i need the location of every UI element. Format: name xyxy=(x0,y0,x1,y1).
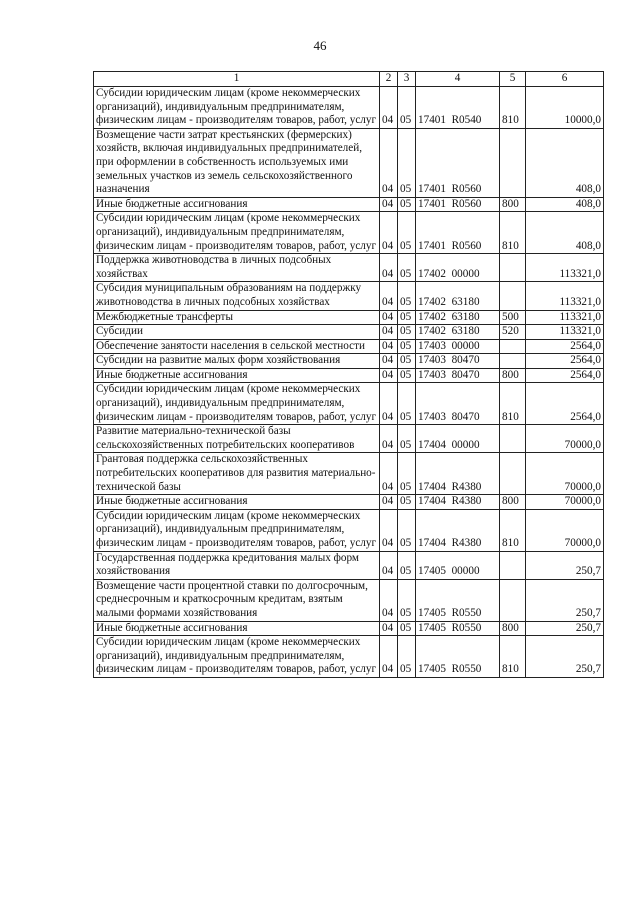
row-section: 05 xyxy=(398,310,416,325)
row-sum: 2564,0 xyxy=(526,383,604,425)
table-row xyxy=(94,621,604,636)
row-section: 05 xyxy=(398,354,416,369)
row-name: Возмещение части процентной ставки по долгосрочным, среднесрочным и краткосрочным кредитам, взятым малыми формами хозяйствования xyxy=(94,579,380,621)
row-chapter: 04 xyxy=(380,339,398,354)
table-row xyxy=(94,453,604,495)
row-chapter: 04 xyxy=(380,453,398,495)
table-row xyxy=(94,354,604,369)
row-name: Государственная поддержка кредитования малых форм хозяйствования xyxy=(94,551,380,579)
row-name: Субсидии xyxy=(94,325,380,340)
row-target-code: 17405 00000 xyxy=(416,551,500,579)
row-section: 05 xyxy=(398,212,416,254)
row-chapter: 04 xyxy=(380,310,398,325)
row-section: 05 xyxy=(398,579,416,621)
row-section: 05 xyxy=(398,128,416,197)
row-name: Иные бюджетные ассигнования xyxy=(94,197,380,212)
row-expense-type: 520 xyxy=(500,325,526,340)
table-row xyxy=(94,368,604,383)
row-target-code: 17405 R0550 xyxy=(416,621,500,636)
table-row xyxy=(94,212,604,254)
row-chapter: 04 xyxy=(380,254,398,282)
row-name: Иные бюджетные ассигнования xyxy=(94,621,380,636)
header-section: 3 xyxy=(398,72,416,87)
row-sum: 113321,0 xyxy=(526,325,604,340)
row-section: 05 xyxy=(398,383,416,425)
budget-table xyxy=(93,71,604,678)
table-row xyxy=(94,128,604,197)
row-section: 05 xyxy=(398,325,416,340)
row-expense-type xyxy=(500,128,526,197)
header-sum: 6 xyxy=(526,72,604,87)
row-name: Субсидии юридическим лицам (кроме некоммерческих организаций), индивидуальным предпринимателям, физическим лицам - производителям товаров, работ, услуг xyxy=(94,509,380,551)
row-section: 05 xyxy=(398,87,416,129)
row-chapter: 04 xyxy=(380,509,398,551)
row-section: 05 xyxy=(398,425,416,453)
header-row xyxy=(94,72,604,87)
row-sum: 2564,0 xyxy=(526,368,604,383)
row-section: 05 xyxy=(398,339,416,354)
row-chapter: 04 xyxy=(380,368,398,383)
row-target-code: 17403 80470 xyxy=(416,354,500,369)
row-expense-type xyxy=(500,551,526,579)
row-target-code: 17405 R0550 xyxy=(416,579,500,621)
table-row xyxy=(94,509,604,551)
page-number: 46 xyxy=(313,38,327,53)
table-row xyxy=(94,87,604,129)
row-chapter: 04 xyxy=(380,425,398,453)
row-target-code: 17401 R0560 xyxy=(416,197,500,212)
table-row xyxy=(94,254,604,282)
row-target-code: 17402 63180 xyxy=(416,325,500,340)
row-chapter: 04 xyxy=(380,621,398,636)
header-name: 1 xyxy=(94,72,380,87)
row-expense-type: 800 xyxy=(500,197,526,212)
table-row xyxy=(94,495,604,510)
row-sum: 113321,0 xyxy=(526,282,604,310)
table-row xyxy=(94,579,604,621)
row-expense-type xyxy=(500,453,526,495)
row-expense-type: 800 xyxy=(500,621,526,636)
row-expense-type: 800 xyxy=(500,495,526,510)
row-sum: 2564,0 xyxy=(526,339,604,354)
row-target-code: 17402 63180 xyxy=(416,282,500,310)
row-target-code: 17401 R0540 xyxy=(416,87,500,129)
table-row xyxy=(94,282,604,310)
row-target-code: 17401 R0560 xyxy=(416,128,500,197)
row-sum: 408,0 xyxy=(526,212,604,254)
row-chapter: 04 xyxy=(380,128,398,197)
row-name: Субсидии юридическим лицам (кроме некоммерческих организаций), индивидуальным предпринимателям, физическим лицам - производителям товаров, работ, услуг xyxy=(94,636,380,678)
row-sum: 408,0 xyxy=(526,128,604,197)
row-chapter: 04 xyxy=(380,579,398,621)
row-chapter: 04 xyxy=(380,282,398,310)
table-row xyxy=(94,551,604,579)
row-sum: 70000,0 xyxy=(526,495,604,510)
row-name: Развитие материально-технической базы сельскохозяйственных потребительских кооперативов xyxy=(94,425,380,453)
row-chapter: 04 xyxy=(380,551,398,579)
row-name: Поддержка животноводства в личных подсобных хозяйствах xyxy=(94,254,380,282)
row-sum: 2564,0 xyxy=(526,354,604,369)
row-chapter: 04 xyxy=(380,354,398,369)
row-expense-type: 810 xyxy=(500,212,526,254)
row-expense-type xyxy=(500,254,526,282)
row-target-code: 17404 R4380 xyxy=(416,495,500,510)
row-section: 05 xyxy=(398,636,416,678)
row-chapter: 04 xyxy=(380,495,398,510)
row-section: 05 xyxy=(398,282,416,310)
row-section: 05 xyxy=(398,621,416,636)
row-name: Субсидии юридическим лицам (кроме некоммерческих организаций), индивидуальным предпринимателям, физическим лицам - производителям товаров, работ, услуг xyxy=(94,383,380,425)
header-chapter: 2 xyxy=(380,72,398,87)
row-sum: 70000,0 xyxy=(526,425,604,453)
row-name: Иные бюджетные ассигнования xyxy=(94,495,380,510)
row-section: 05 xyxy=(398,551,416,579)
row-target-code: 17404 R4380 xyxy=(416,509,500,551)
row-expense-type: 810 xyxy=(500,636,526,678)
row-target-code: 17403 80470 xyxy=(416,383,500,425)
row-expense-type: 500 xyxy=(500,310,526,325)
row-sum: 250,7 xyxy=(526,579,604,621)
row-expense-type: 810 xyxy=(500,87,526,129)
row-chapter: 04 xyxy=(380,325,398,340)
row-sum: 70000,0 xyxy=(526,453,604,495)
row-target-code: 17401 R0560 xyxy=(416,212,500,254)
row-expense-type: 800 xyxy=(500,368,526,383)
header-expense-type: 5 xyxy=(500,72,526,87)
table-row xyxy=(94,339,604,354)
row-name: Возмещение части затрат крестьянских (фермерских) хозяйств, включая индивидуальных предпринимателей, при оформлении в собственность используемых ими земельных участков из земель сельскохозяйственного назначения xyxy=(94,128,380,197)
row-section: 05 xyxy=(398,368,416,383)
row-sum: 250,7 xyxy=(526,636,604,678)
row-chapter: 04 xyxy=(380,87,398,129)
row-expense-type xyxy=(500,579,526,621)
row-target-code: 17404 00000 xyxy=(416,425,500,453)
row-sum: 250,7 xyxy=(526,551,604,579)
row-section: 05 xyxy=(398,509,416,551)
row-name: Субсидии на развитие малых форм хозяйствования xyxy=(94,354,380,369)
row-section: 05 xyxy=(398,495,416,510)
row-sum: 408,0 xyxy=(526,197,604,212)
row-chapter: 04 xyxy=(380,197,398,212)
table-row xyxy=(94,636,604,678)
row-name: Субсидия муниципальным образованиям на поддержку животноводства в личных подсобных хозяйствах xyxy=(94,282,380,310)
row-target-code: 17402 63180 xyxy=(416,310,500,325)
row-sum: 70000,0 xyxy=(526,509,604,551)
row-target-code: 17402 00000 xyxy=(416,254,500,282)
row-expense-type: 810 xyxy=(500,509,526,551)
row-chapter: 04 xyxy=(380,383,398,425)
row-expense-type: 810 xyxy=(500,383,526,425)
row-expense-type xyxy=(500,282,526,310)
row-target-code: 17403 80470 xyxy=(416,368,500,383)
row-target-code: 17404 R4380 xyxy=(416,453,500,495)
table-row xyxy=(94,310,604,325)
row-target-code: 17405 R0550 xyxy=(416,636,500,678)
row-name: Обеспечение занятости населения в сельской местности xyxy=(94,339,380,354)
row-chapter: 04 xyxy=(380,212,398,254)
row-expense-type xyxy=(500,339,526,354)
row-expense-type xyxy=(500,354,526,369)
row-sum: 10000,0 xyxy=(526,87,604,129)
row-name: Субсидии юридическим лицам (кроме некоммерческих организаций), индивидуальным предпринимателям, физическим лицам - производителям товаров, работ, услуг xyxy=(94,87,380,129)
row-sum: 113321,0 xyxy=(526,310,604,325)
row-name: Иные бюджетные ассигнования xyxy=(94,368,380,383)
row-section: 05 xyxy=(398,197,416,212)
row-chapter: 04 xyxy=(380,636,398,678)
row-name: Грантовая поддержка сельскохозяйственных потребительских кооперативов для развития материально-технической базы xyxy=(94,453,380,495)
table-row xyxy=(94,425,604,453)
table-row xyxy=(94,197,604,212)
row-section: 05 xyxy=(398,254,416,282)
row-sum: 250,7 xyxy=(526,621,604,636)
table-row xyxy=(94,383,604,425)
row-sum: 113321,0 xyxy=(526,254,604,282)
table-row xyxy=(94,325,604,340)
header-target-code: 4 xyxy=(416,72,500,87)
row-section: 05 xyxy=(398,453,416,495)
row-expense-type xyxy=(500,425,526,453)
row-name: Межбюджетные трансферты xyxy=(94,310,380,325)
row-target-code: 17403 00000 xyxy=(416,339,500,354)
row-name: Субсидии юридическим лицам (кроме некоммерческих организаций), индивидуальным предпринимателям, физическим лицам - производителям товаров, работ, услуг xyxy=(94,212,380,254)
